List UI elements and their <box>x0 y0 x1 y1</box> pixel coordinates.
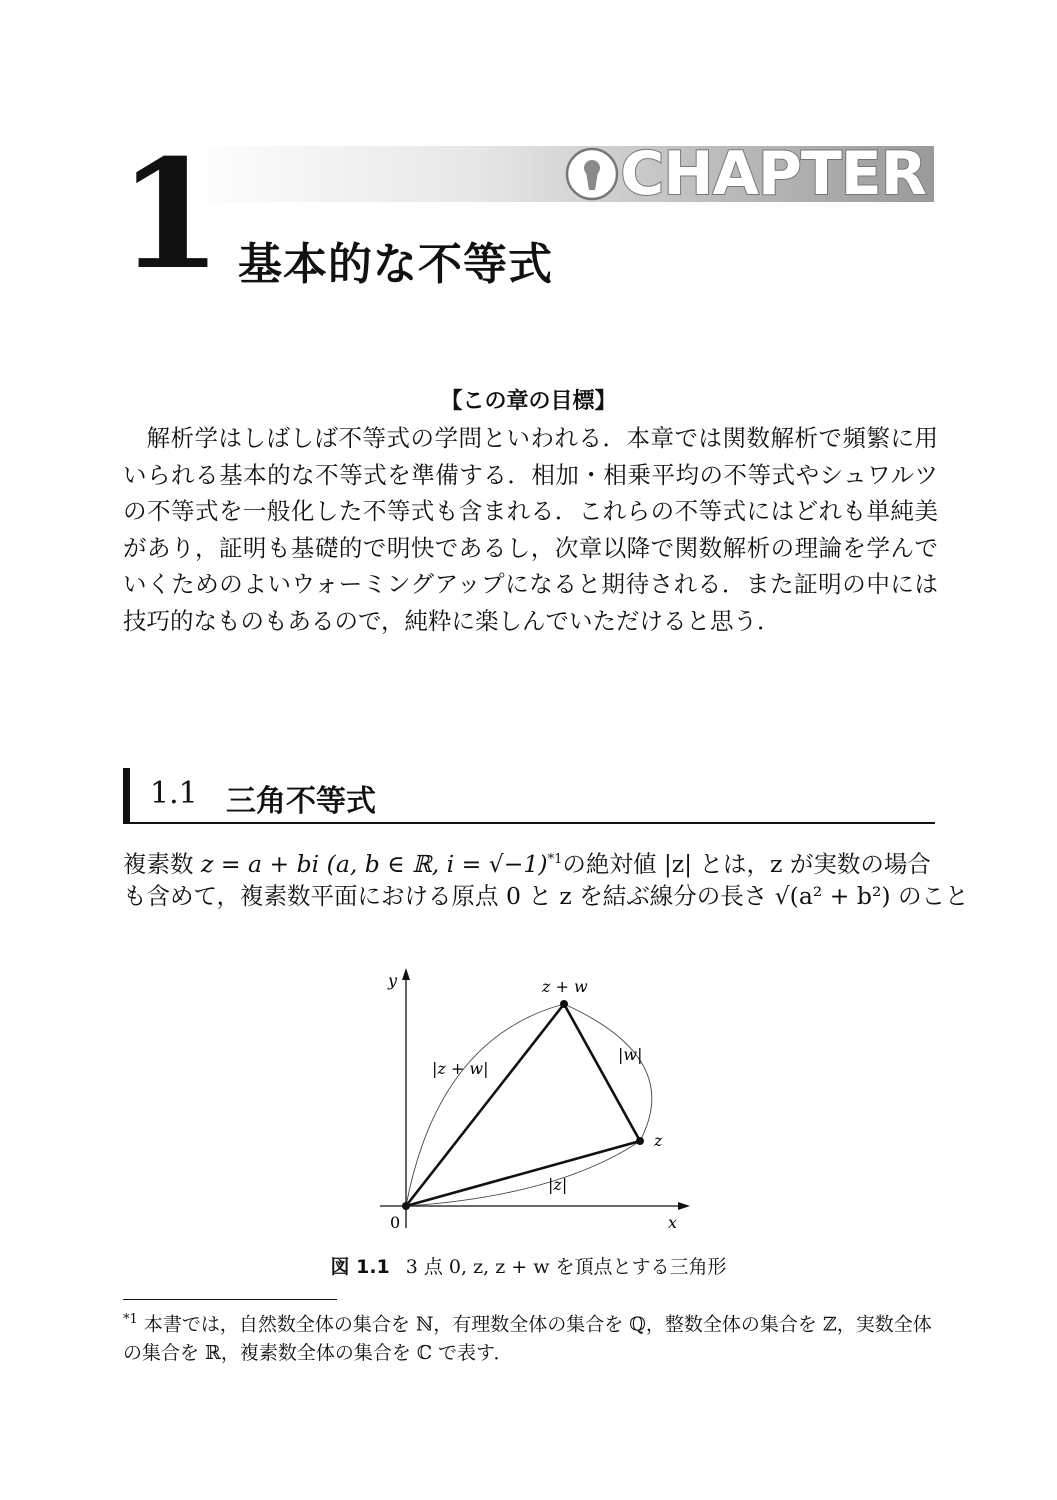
objective-heading: 【この章の目標】 <box>440 389 617 414</box>
objective-body: 解析学はしばしば不等式の学問といわれる．本章では関数解析で頻繁に用いられる基本的な不等式を準備する．相加・相乗平均の不等式やシュワルツの不等式を一般化した不等式も含まれる．これらの不等式にはどれも単純美があり，証明も基礎的で明快であるし，次章以降で関数解析の理論を学んでいくためのよいウォーミングアップになると期待される．また証明の中には技巧的なものもあるので，純粋に楽しんでいただけると思う． <box>123 424 938 635</box>
paragraph-line-2: も含めて，複素数平面における原点 0 と z を結ぶ線分の長さ √(a² + b²) のこと <box>123 882 969 910</box>
chapter-mark <box>564 139 926 209</box>
label-z-plus-w: z + w <box>542 977 588 996</box>
chapter-word: CHAPTER <box>620 139 926 209</box>
figure-caption-text: 3 点 0, z, z + w を頂点とする三角形 <box>405 1256 727 1278</box>
arc-w <box>564 1004 652 1141</box>
vertex-origin <box>402 1202 410 1210</box>
side-z <box>406 1141 640 1206</box>
figure-caption-label: 図 1.1 <box>330 1256 390 1278</box>
section-heading <box>123 768 935 824</box>
text-run: 複素数 <box>123 849 201 878</box>
keyhole-icon <box>564 146 620 202</box>
chapter-number: 1 <box>118 127 223 303</box>
footnote-rule <box>123 1299 337 1300</box>
chapter-banner <box>182 139 934 209</box>
chapter-title: 基本的な不等式 <box>238 239 553 290</box>
section-title: 三角不等式 <box>226 784 376 819</box>
vertex-z <box>636 1137 644 1145</box>
y-axis-arrow <box>402 968 410 980</box>
label-abs-w: |w| <box>618 1045 643 1064</box>
label-abs-z-plus-w: |z + w| <box>432 1059 489 1078</box>
footnote-mark: *1 <box>123 1312 138 1327</box>
text-run: の絶対値 |z| とは，z が実数の場合 <box>562 849 931 878</box>
label-y: y <box>388 971 398 990</box>
figure-caption <box>0 1252 1057 1279</box>
vertex-z-plus-w <box>560 1000 568 1008</box>
x-axis-arrow <box>678 1202 690 1210</box>
footnote-ref: *1 <box>547 852 563 867</box>
label-x: x <box>668 1213 678 1232</box>
label-z: z <box>654 1131 663 1150</box>
triangle-figure <box>368 960 698 1240</box>
side-z-plus-w <box>406 1004 564 1206</box>
label-origin: 0 <box>390 1213 401 1232</box>
footnote <box>123 1305 938 1368</box>
footnote-text: 本書では，自然数全体の集合を ℕ，有理数全体の集合を ℚ，整数全体の集合を ℤ，実数全体の集合を ℝ，複素数全体の集合を ℂ で表す． <box>123 1313 932 1365</box>
paragraph-line-1 <box>123 842 938 882</box>
section-number: 1.1 <box>150 776 198 811</box>
math-expression: z = a + bi (a, b ∈ ℝ, i = √−1) <box>200 849 548 878</box>
label-abs-z: |z| <box>548 1175 568 1194</box>
